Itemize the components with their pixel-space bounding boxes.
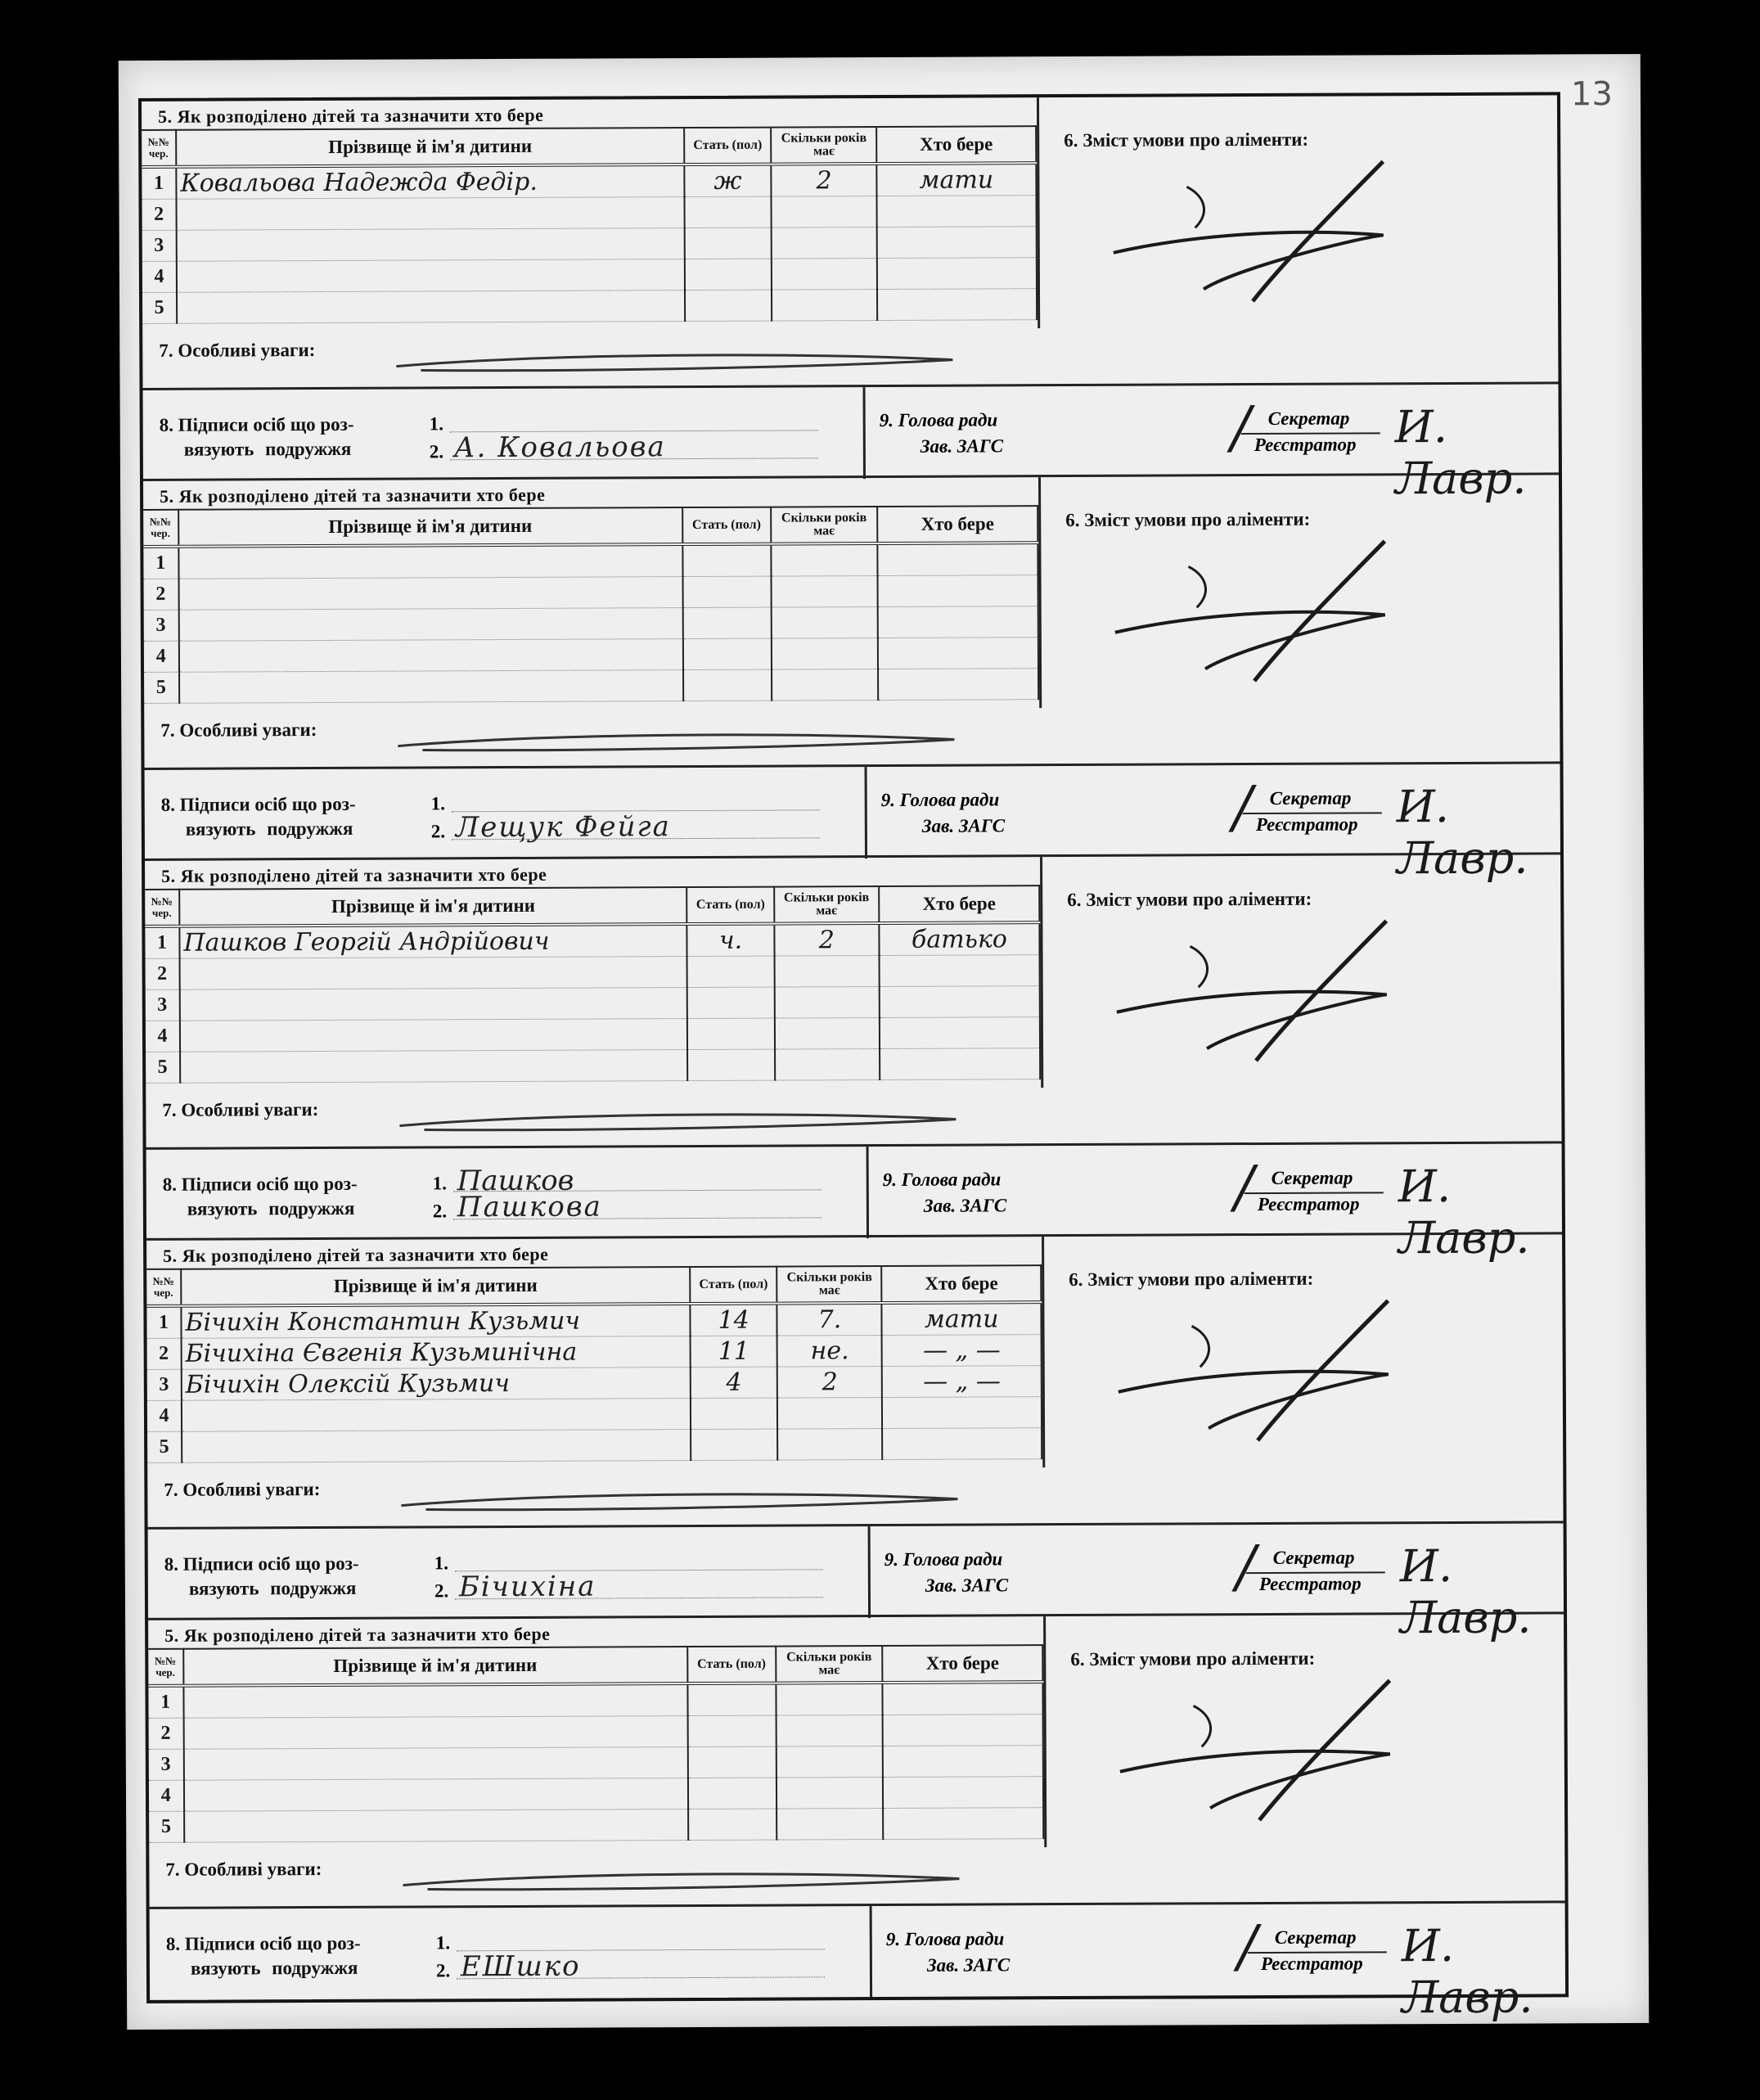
children-table	[142, 125, 1038, 324]
child-row	[147, 1428, 1042, 1463]
secretary-label: Секретар	[1267, 408, 1350, 429]
custodian	[877, 258, 1037, 290]
child-age	[772, 607, 878, 639]
custodian	[882, 1397, 1042, 1429]
child-sex	[687, 1018, 775, 1049]
row-number: 5	[147, 1431, 182, 1462]
child-sex	[687, 1683, 776, 1716]
row-number: 2	[144, 579, 179, 610]
child-sex	[684, 196, 772, 228]
children-table	[148, 1644, 1044, 1843]
header-child-name: Прізвище й ім'я дитини	[176, 128, 684, 167]
signature-1-number: 1.	[434, 1552, 449, 1574]
header-who-takes: Хто бере	[876, 126, 1036, 164]
signature-2-number: 2.	[430, 821, 446, 842]
custodian: мати	[876, 163, 1036, 196]
child-name	[180, 1019, 688, 1052]
registrar-signature: И. Лавр.	[1398, 1160, 1530, 1264]
child-age	[775, 987, 880, 1019]
child-name: Бічихін Константин Кузьмич	[181, 1304, 690, 1338]
divorce-record-block	[146, 1234, 1564, 1644]
custodian	[877, 543, 1038, 575]
section-9-label: 9. Голова ради	[879, 409, 998, 431]
row-number: 4	[146, 1021, 180, 1052]
section-8-label: 8. Підписи осіб що роз-	[162, 1173, 358, 1195]
custodian	[878, 638, 1038, 669]
row-number: 2	[149, 1718, 184, 1749]
child-sex	[684, 228, 772, 259]
children-section	[142, 97, 1038, 332]
row-number: 2	[142, 199, 176, 230]
child-age	[771, 543, 877, 576]
child-age: 2	[777, 1367, 882, 1399]
header-number: №№ чер.	[146, 1269, 181, 1306]
child-row	[144, 638, 1038, 673]
child-row	[149, 1746, 1043, 1781]
row-number: 1	[148, 1686, 183, 1719]
alimony-section	[1038, 475, 1560, 708]
child-name	[179, 670, 683, 704]
signature-1-number: 1.	[430, 793, 446, 814]
child-row	[144, 669, 1038, 704]
child-row	[147, 1335, 1042, 1370]
document-page	[119, 54, 1649, 2030]
child-sex	[685, 259, 772, 290]
child-name	[180, 988, 688, 1021]
custodian	[883, 1777, 1043, 1809]
custodian	[880, 1017, 1040, 1049]
registrar-label: Реєстратор	[1260, 1953, 1363, 1974]
child-sex: 11	[691, 1336, 778, 1367]
child-sex	[685, 290, 772, 321]
child-age: 2	[772, 164, 877, 196]
child-name	[183, 1778, 687, 1812]
section-9-label-cont: Зав. ЗАГС	[923, 1195, 1007, 1216]
page-number: 13	[1570, 75, 1613, 114]
children-table	[145, 885, 1041, 1084]
header-who-takes: Хто бере	[882, 1265, 1042, 1303]
section-7-label: 7. Особливі уваги:	[165, 1859, 322, 1880]
child-age: 2	[774, 923, 879, 956]
row-number: 4	[147, 1400, 182, 1431]
header-sex: Стать (пол)	[687, 887, 775, 924]
divorce-record-block	[143, 475, 1560, 885]
child-name	[178, 639, 682, 673]
section-8-label: 8. Підписи осіб що роз-	[160, 793, 356, 815]
registrar-label: Реєстратор	[1257, 1193, 1360, 1215]
section-8-label: 8. Підписи осіб що роз-	[164, 1552, 359, 1575]
child-name	[177, 259, 685, 293]
section-9-label: 9. Голова ради	[885, 1928, 1005, 1949]
section-7-label: 7. Особливі уваги:	[159, 340, 316, 361]
signature-2: А. Ковальова	[453, 430, 666, 465]
header-age: Скільки років має	[776, 1646, 882, 1683]
secretary-label: Секретар	[1274, 1927, 1357, 1948]
section-5-label: 5. Як розподілено дітей та зазначити хто бере	[161, 863, 547, 886]
section-7-label: 7. Особливі уваги:	[164, 1479, 321, 1500]
header-age: Скільки років має	[777, 1266, 882, 1304]
remarks-strikeout-line	[388, 344, 961, 379]
children-table-header	[143, 506, 1038, 547]
header-who-takes: Хто бере	[879, 886, 1039, 923]
section-5-label: 5. Як розподілено дітей та зазначити хто бере	[158, 104, 544, 127]
child-sex	[682, 638, 771, 669]
child-name	[182, 1430, 691, 1463]
child-row	[143, 543, 1038, 579]
child-row	[142, 163, 1036, 199]
row-number: 4	[144, 641, 179, 672]
header-who-takes: Хто бере	[882, 1645, 1042, 1683]
child-sex	[683, 669, 772, 701]
section-6-label: 6. Зміст умови про аліменти:	[1070, 1647, 1316, 1670]
row-number: 4	[149, 1780, 184, 1811]
column-divider	[870, 1906, 872, 1998]
custodian	[876, 196, 1036, 228]
children-table-header	[146, 1265, 1041, 1306]
header-number: №№ чер.	[143, 510, 178, 547]
custodian	[877, 227, 1037, 259]
child-age	[772, 290, 877, 322]
row-number: 1	[142, 167, 176, 200]
child-sex	[687, 1746, 776, 1778]
child-age	[775, 1049, 880, 1081]
remarks-strikeout-line	[391, 1103, 964, 1138]
slash-mark: /	[1231, 394, 1251, 462]
signature-2-number: 2.	[429, 441, 444, 462]
section-8-label-cont: вязують подружжя	[190, 1957, 358, 1979]
child-name	[183, 1716, 687, 1750]
section-5-label: 5. Як розподілено дітей та зазначити хто бере	[160, 484, 546, 507]
row-number: 2	[147, 1338, 182, 1369]
divorce-record-block	[142, 95, 1559, 505]
signature-2: Пашкова	[457, 1190, 602, 1224]
header-child-name: Прізвище й ім'я дитини	[181, 1267, 690, 1306]
section-9-label: 9. Голова ради	[884, 1548, 1003, 1570]
header-sex: Стать (пол)	[684, 128, 772, 164]
header-who-takes: Хто бере	[877, 506, 1038, 543]
signature-1-number: 1.	[435, 1932, 451, 1954]
child-row	[147, 1397, 1042, 1432]
child-sex: 4	[691, 1367, 778, 1398]
child-row	[149, 1715, 1043, 1750]
row-number: 5	[144, 672, 179, 703]
child-sex	[682, 544, 771, 577]
section-5-label: 5. Як розподілено дітей та зазначити хто бере	[163, 1243, 549, 1266]
alimony-section	[1037, 95, 1558, 328]
child-age	[776, 1715, 882, 1747]
children-table-header	[142, 126, 1036, 167]
child-name	[183, 1747, 687, 1781]
child-name: Пашков Георгій Андрійович	[179, 924, 687, 958]
child-age	[772, 669, 878, 701]
column-divider	[865, 767, 867, 858]
section-6-label: 6. Зміст умови про аліменти:	[1067, 888, 1312, 911]
child-row	[147, 1366, 1042, 1401]
child-row	[148, 1682, 1042, 1718]
child-name	[177, 291, 685, 324]
section-7-label: 7. Особливі уваги:	[162, 1099, 319, 1120]
secretary-label: Секретар	[1272, 1547, 1355, 1568]
custodian	[883, 1808, 1043, 1840]
child-name	[178, 577, 682, 611]
child-row	[146, 1048, 1040, 1084]
child-name	[180, 957, 688, 990]
custodian	[880, 1048, 1040, 1080]
child-age	[772, 196, 877, 228]
secretary-label: Секретар	[1269, 787, 1352, 809]
child-sex	[691, 1398, 778, 1429]
header-number: №№ чер.	[142, 130, 176, 167]
header-child-name: Прізвище й ім'я дитини	[179, 887, 687, 926]
child-sex	[688, 1778, 776, 1809]
header-number: №№ чер.	[145, 890, 179, 926]
custodian: — „ —	[882, 1335, 1042, 1367]
children-table-header	[148, 1645, 1042, 1686]
row-number: 3	[149, 1749, 184, 1780]
child-sex	[687, 987, 775, 1018]
child-row	[146, 1302, 1041, 1338]
header-child-name: Прізвище й ім'я дитини	[183, 1647, 687, 1686]
child-age	[776, 1746, 883, 1778]
signatures-row	[150, 1900, 1565, 2024]
header-age: Скільки років має	[772, 127, 877, 164]
children-section	[143, 477, 1039, 712]
column-divider	[863, 387, 866, 479]
section-8-label-cont: вязують подружжя	[187, 1197, 355, 1219]
section-9-label: 9. Голова ради	[880, 789, 1000, 811]
remarks-strikeout-line	[389, 723, 962, 759]
alimony-section	[1042, 1234, 1563, 1467]
custodian	[878, 575, 1038, 607]
section-8-label-cont: вязують подружжя	[183, 438, 352, 460]
child-sex	[688, 1809, 776, 1840]
custodian: — „ —	[882, 1366, 1042, 1398]
children-table	[143, 505, 1039, 704]
row-number: 4	[142, 261, 177, 292]
children-table	[146, 1264, 1042, 1463]
column-divider	[866, 1147, 869, 1238]
child-age	[778, 1429, 883, 1461]
header-child-name: Прізвище й ім'я дитини	[178, 507, 682, 547]
slash-mark: /	[1236, 1533, 1256, 1601]
registrar-label: Реєстратор	[1258, 1573, 1362, 1595]
section-5-label: 5. Як розподілено дітей та зазначити хто бере	[164, 1623, 551, 1646]
child-sex	[682, 607, 771, 638]
section-6-label: 6. Зміст умови про аліменти:	[1064, 128, 1309, 151]
child-sex	[682, 576, 771, 607]
slash-mark: /	[1234, 1153, 1254, 1221]
child-age	[771, 576, 877, 608]
row-number: 1	[145, 926, 179, 959]
section-7-label: 7. Особливі уваги:	[160, 719, 317, 741]
custodian	[883, 1746, 1043, 1778]
signature-2-number: 2.	[434, 1580, 449, 1602]
header-number: №№ чер.	[148, 1649, 183, 1686]
custodian	[883, 1715, 1043, 1746]
custodian	[883, 1428, 1042, 1460]
child-row	[146, 955, 1040, 990]
child-name: Бічихін Олексій Кузьмич	[182, 1368, 691, 1401]
row-number: 2	[146, 958, 180, 989]
child-age	[777, 1398, 882, 1430]
child-name	[184, 1809, 688, 1843]
children-section	[146, 1237, 1042, 1471]
header-age: Скільки років має	[774, 886, 879, 924]
child-age	[772, 259, 877, 291]
children-section	[148, 1616, 1044, 1851]
registrar-signature: И. Лавр.	[1396, 780, 1528, 885]
child-row	[142, 227, 1037, 262]
child-row	[149, 1777, 1043, 1812]
child-age	[774, 956, 879, 988]
children-table-header	[145, 886, 1039, 926]
header-age: Скільки років має	[771, 507, 877, 544]
slash-mark: /	[1232, 773, 1253, 841]
child-row	[142, 289, 1037, 324]
child-name: Ковальова Надежда Федір.	[176, 164, 684, 199]
slash-mark: /	[1237, 1913, 1258, 1981]
child-sex	[687, 956, 775, 987]
child-row	[142, 258, 1037, 293]
registrar-signature: И. Лавр.	[1401, 1919, 1533, 2024]
child-age: 7.	[777, 1303, 882, 1336]
section-9-label-cont: Зав. ЗАГС	[920, 435, 1004, 457]
child-age	[776, 1809, 883, 1841]
divorce-record-block	[145, 854, 1562, 1264]
custodian	[877, 289, 1037, 321]
child-row	[144, 575, 1038, 611]
child-row	[145, 922, 1039, 958]
child-name: Бічихіна Євгенія Кузьминічна	[182, 1336, 691, 1370]
child-age: не.	[777, 1336, 882, 1368]
signature-1: Пашков	[457, 1164, 574, 1198]
section-9-label: 9. Голова ради	[882, 1169, 1002, 1191]
child-row	[149, 1808, 1043, 1843]
child-age	[776, 1683, 882, 1715]
child-sex: ж	[684, 164, 772, 197]
remarks-strikeout-line	[394, 1863, 967, 1898]
signature-2-number: 2.	[435, 1960, 451, 1981]
child-row	[144, 606, 1038, 642]
signature-2: ЕШшко	[460, 1949, 581, 1984]
children-section	[145, 857, 1041, 1092]
custodian	[878, 606, 1038, 638]
child-age	[772, 638, 878, 670]
signature-2: Лещук Фейга	[455, 810, 672, 845]
row-number: 5	[149, 1811, 184, 1842]
secretary-label: Секретар	[1271, 1167, 1353, 1188]
child-sex: ч.	[687, 924, 775, 957]
signature-2-number: 2.	[432, 1201, 448, 1222]
section-8-label-cont: вязують подружжя	[185, 818, 353, 840]
row-number: 3	[142, 230, 177, 261]
child-name	[177, 197, 685, 231]
section-8-label: 8. Підписи осіб що роз-	[165, 1932, 361, 1954]
signature-1-number: 1.	[432, 1173, 448, 1194]
child-row	[142, 196, 1036, 231]
child-sex	[687, 1049, 775, 1080]
alimony-section	[1043, 1614, 1564, 1847]
child-row	[146, 986, 1040, 1021]
alimony-section	[1040, 854, 1561, 1088]
section-6-label: 6. Зміст умови про аліменти:	[1065, 508, 1311, 531]
custodian: мати	[882, 1302, 1042, 1335]
section-9-label-cont: Зав. ЗАГС	[925, 1575, 1009, 1596]
child-name	[180, 1050, 688, 1084]
child-name	[182, 1399, 691, 1432]
custodian	[880, 986, 1040, 1018]
child-sex: 14	[690, 1304, 777, 1336]
row-number: 3	[147, 1369, 182, 1400]
child-age	[776, 1778, 883, 1809]
custodian: батько	[879, 922, 1039, 955]
child-name	[177, 228, 685, 262]
child-age	[775, 1018, 880, 1050]
divorce-record-block	[148, 1614, 1565, 2024]
remarks-strikeout-line	[393, 1483, 966, 1518]
custodian	[880, 955, 1040, 987]
child-sex	[687, 1715, 776, 1746]
registrar-label: Реєстратор	[1254, 434, 1357, 456]
row-number: 3	[144, 610, 179, 641]
child-name	[178, 544, 682, 579]
column-divider	[868, 1526, 871, 1618]
row-number: 5	[142, 292, 177, 323]
header-sex: Стать (пол)	[682, 507, 771, 544]
divorce-register-form	[138, 92, 1569, 2024]
registrar-signature: И. Лавр.	[1394, 400, 1527, 505]
section-9-label-cont: Зав. ЗАГС	[926, 1954, 1011, 1976]
registrar-label: Реєстратор	[1255, 813, 1358, 836]
custodian	[878, 669, 1038, 701]
child-row	[146, 1017, 1040, 1052]
row-number: 3	[146, 989, 180, 1021]
section-6-label: 6. Зміст умови про аліменти:	[1069, 1268, 1314, 1291]
header-sex: Стать (пол)	[690, 1267, 777, 1304]
section-8-label-cont: вязують подружжя	[188, 1577, 357, 1599]
header-sex: Стать (пол)	[687, 1647, 776, 1683]
row-number: 1	[146, 1306, 181, 1339]
child-name	[178, 608, 682, 642]
signature-1-number: 1.	[429, 413, 444, 435]
child-name	[183, 1683, 687, 1718]
row-number: 1	[143, 547, 178, 579]
registrar-signature: И. Лавр.	[1399, 1539, 1532, 1644]
section-8-label: 8. Підписи осіб що роз-	[159, 413, 354, 435]
child-age	[772, 228, 877, 259]
child-sex	[691, 1429, 778, 1460]
custodian	[882, 1682, 1042, 1715]
row-number: 5	[146, 1052, 180, 1083]
signature-2: Бічихіна	[458, 1570, 596, 1604]
section-9-label-cont: Зав. ЗАГС	[921, 815, 1006, 836]
